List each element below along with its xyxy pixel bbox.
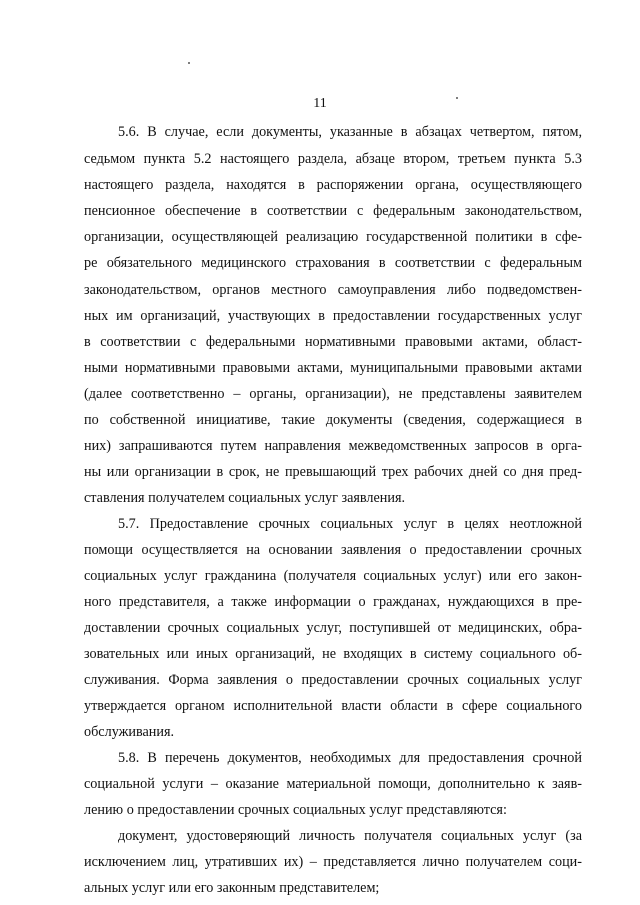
text-line: ными нормативными правовыми актами, муниципальными правовыми актами	[84, 360, 582, 376]
text-line: ных им организаций, участвующих в предоставлении государственных услуг	[84, 308, 582, 324]
text-line: исключением лиц, утративших их) – представляется лично получателем соци-	[84, 854, 582, 870]
text-line: ного представителя, а также информации о гражданах, нуждающихся в пре-	[84, 594, 582, 610]
text-line: ны или организации в срок, не превышающий трех рабочих дней со дня пред-	[84, 464, 582, 480]
scan-speck	[456, 97, 458, 99]
text-line: утверждается органом исполнительной власти области в сфере социального	[84, 698, 582, 714]
text-line: 5.8. В перечень документов, необходимых для предоставления срочной	[118, 750, 582, 766]
text-line: законодательством, органов местного самоуправления либо подведомствен-	[84, 282, 582, 298]
text-line: альных услуг или его законным представителем;	[84, 880, 380, 896]
text-line: помощи осуществляется на основании заявления о предоставлении срочных	[84, 542, 582, 558]
text-line: (далее соответственно – органы, организации), не представлены заявителем	[84, 386, 582, 402]
text-line: пенсионное обеспечение в соответствии с федеральным законодательством,	[84, 203, 582, 219]
text-line: лению о предоставлении срочных социальных услуг представляются:	[84, 802, 507, 818]
text-line: 5.7. Предоставление срочных социальных услуг в целях неотложной	[118, 516, 582, 532]
text-line: в соответствии с федеральными нормативными правовыми актами, област-	[84, 334, 582, 350]
page-number: 11	[313, 96, 327, 111]
text-line: 5.6. В случае, если документы, указанные в абзацах четвертом, пятом,	[118, 124, 582, 140]
text-line: настоящего раздела, находятся в распоряжении органа, осуществляющего	[84, 177, 582, 193]
text-line: социальных услуг гражданина (получателя социальных услуг) или его закон-	[84, 568, 582, 584]
text-line: седьмом пункта 5.2 настоящего раздела, абзаце втором, третьем пункта 5.3	[84, 151, 582, 167]
text-line: доставлении срочных социальных услуг, поступившей от медицинских, обра-	[84, 620, 582, 636]
text-line: по собственной инициативе, такие документы (сведения, содержащиеся в	[84, 412, 582, 428]
text-line: ре обязательного медицинского страхования в соответствии с федеральным	[84, 255, 582, 271]
text-line: социальной услуги – оказание материальной помощи, дополнительно к заяв-	[84, 776, 582, 792]
text-line: них) запрашиваются путем направления межведомственных запросов в орга-	[84, 438, 582, 454]
text-line: обслуживания.	[84, 724, 175, 740]
scan-speck	[188, 62, 190, 64]
text-line: организации, осуществляющей реализацию государственной политики в сфе-	[84, 229, 582, 245]
text-line: документ, удостоверяющий личность получателя социальных услуг (за	[118, 828, 582, 844]
text-line: ставления получателем социальных услуг заявления.	[84, 490, 406, 506]
text-line: служивания. Форма заявления о предоставлении срочных социальных услуг	[84, 672, 582, 688]
text-line: зовательных или иных организаций, не входящих в систему социального об-	[84, 646, 582, 662]
